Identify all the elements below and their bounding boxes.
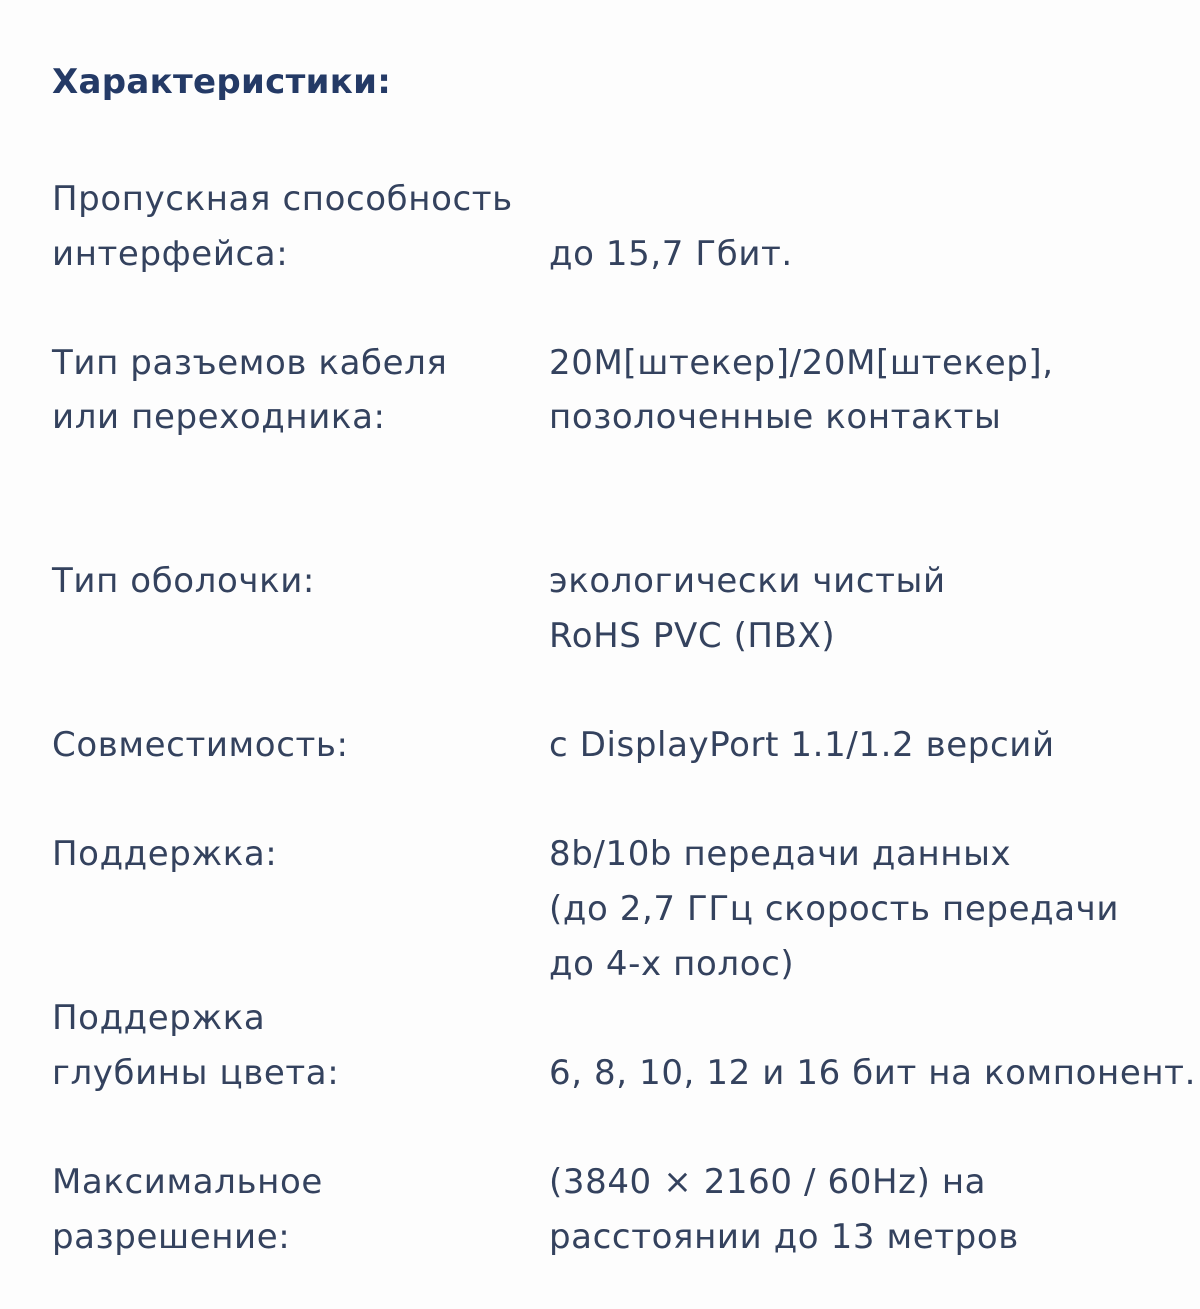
spec-value-support: (до 2,7 ГГц скорость передачи bbox=[549, 889, 1120, 929]
spec-value-bandwidth: до 15,7 Гбит. bbox=[549, 234, 793, 274]
spec-value-support: 8b/10b передачи данных bbox=[549, 834, 1012, 874]
spec-value-jacket: RoHS PVC (ПВХ) bbox=[549, 616, 836, 656]
spec-value-resolution: расстоянии до 13 метров bbox=[549, 1217, 1019, 1257]
spec-label-compatibility: Совместимость: bbox=[52, 725, 349, 765]
spec-label-color-depth: Поддержка bbox=[52, 998, 266, 1038]
spec-value-connector: 20М[штекер]/20М[штекер], bbox=[549, 343, 1054, 383]
spec-value-color-depth: 6, 8, 10, 12 и 16 бит на компонент. bbox=[549, 1053, 1196, 1093]
spec-label-color-depth: глубины цвета: bbox=[52, 1053, 340, 1093]
specs-heading: Характеристики: bbox=[52, 62, 392, 102]
spec-label-connector: или переходника: bbox=[52, 397, 386, 437]
spec-value-support: до 4-х полос) bbox=[549, 944, 795, 984]
spec-label-resolution: разрешение: bbox=[52, 1217, 291, 1257]
spec-label-resolution: Максимальное bbox=[52, 1162, 323, 1202]
spec-label-bandwidth: интерфейса: bbox=[52, 234, 289, 274]
spec-value-jacket: экологически чистый bbox=[549, 561, 946, 601]
spec-value-connector: позолоченные контакты bbox=[549, 397, 1002, 437]
spec-value-resolution: (3840 × 2160 / 60Hz) на bbox=[549, 1162, 987, 1202]
spec-label-support: Поддержка: bbox=[52, 834, 278, 874]
spec-value-compatibility: с DisplayPort 1.1/1.2 версий bbox=[549, 725, 1055, 765]
spec-label-jacket: Тип оболочки: bbox=[52, 561, 315, 601]
spec-label-bandwidth: Пропускная способность bbox=[52, 179, 513, 219]
spec-label-connector: Тип разъемов кабеля bbox=[52, 343, 448, 383]
